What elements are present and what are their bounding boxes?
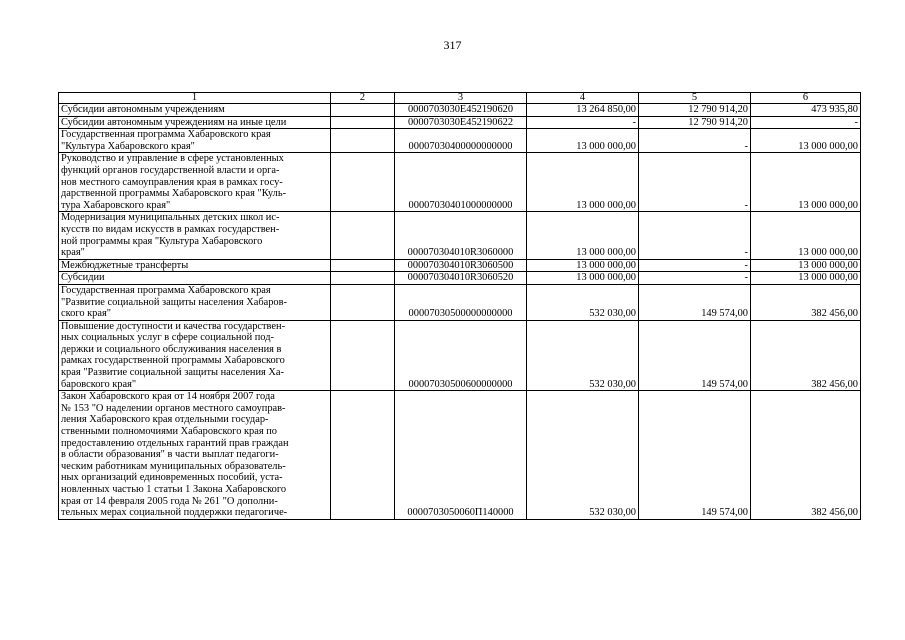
code-cell: 0000703030E452190622 [395,116,527,129]
row-name-cell [59,272,331,285]
amount-col5-cell: 149 574,00 [639,391,751,520]
row-name-cell [59,284,331,320]
table-row [59,153,861,212]
row-name-line: кусств по видам искусств в рамках государствен- [61,223,280,235]
table-row [59,284,861,320]
row-name-line: Межбюджетные трансферты [61,259,189,271]
amount-col6-cell: 13 000 000,00 [751,129,861,153]
row-name-cell [59,212,331,259]
row-name-cell [59,104,331,117]
row-name-line: держки и социального обслуживания населения в [61,343,282,355]
amount-col4-cell: 13 000 000,00 [527,259,639,272]
row-name-line: ной программы края "Культура Хабаровского [61,235,263,247]
column-2-cell [331,153,395,212]
amount-col6-cell: 382 456,00 [751,320,861,391]
row-name-line: края" [61,247,85,259]
amount-col4-cell: 13 000 000,00 [527,272,639,285]
amount-col4-cell: 532 030,00 [527,284,639,320]
amount-col5-cell: - [639,129,751,153]
column-header: 1 [59,93,331,104]
amount-col5-cell: - [639,212,751,259]
column-2-cell [331,104,395,117]
column-2-cell [331,129,395,153]
amount-col5-cell: - [639,153,751,212]
row-name-line: ных организаций единовременных пособий, уста- [61,472,283,484]
column-header: 6 [751,93,861,104]
table-row [59,116,861,129]
table-row [59,391,861,520]
row-name-line: новленных частью 1 статьи 1 Закона Хабаровского [61,484,287,495]
row-name-line: тура Хабаровского края" [61,199,171,211]
row-name-cell [59,320,331,391]
table-row [59,259,861,272]
amount-col5-cell: 149 574,00 [639,284,751,320]
row-name-line: Субсидии [61,272,105,284]
code-cell: 00007030500000000000 [395,284,527,320]
row-name-line: ского края" [61,308,111,320]
column-2-cell [331,259,395,272]
code-cell: 000070304010R3060000 [395,212,527,259]
amount-col6-cell: 13 000 000,00 [751,212,861,259]
column-header: 3 [395,93,527,104]
column-header: 2 [331,93,395,104]
amount-col6-cell: 13 000 000,00 [751,153,861,212]
code-cell: 00007030500600000000 [395,320,527,391]
row-name-line: № 153 "О наделении органов местного самоуправ- [61,402,286,414]
row-name-cell [59,391,331,520]
table-row [59,129,861,153]
row-name-line: ления Хабаровского края отдельными государ- [61,414,269,426]
column-2-cell [331,272,395,285]
row-name-line: Субсидии автономным учреждениям на иные цели [61,116,287,128]
column-header: 5 [639,93,751,104]
column-2-cell [331,116,395,129]
amount-col6-cell: - [751,116,861,129]
row-name-line: дарственной программы Хабаровского края "Куль- [61,188,287,200]
table-row [59,272,861,285]
row-name-line: ческим работникам муниципальных образователь- [61,460,286,472]
page-number: 317 [443,38,462,52]
amount-col4-cell: 532 030,00 [527,320,639,391]
table-row [59,104,861,117]
row-name-line: Государственная программа Хабаровского края [61,284,271,296]
code-cell: 0000703030E452190620 [395,104,527,117]
row-name-line: Повышение доступности и качества государствен- [61,320,286,332]
code-cell: 000070304010R3060500 [395,259,527,272]
table-body [59,93,861,520]
row-name-line: края "Развитие социальной защиты населения Ха- [61,367,285,379]
row-name-line: Государственная программа Хабаровского края [61,129,271,141]
row-name-cell [59,259,331,272]
column-2-cell [331,212,395,259]
row-name-cell [59,116,331,129]
amount-col5-cell: 149 574,00 [639,320,751,391]
amount-col4-cell: 532 030,00 [527,391,639,520]
row-name-line: баровского края" [61,378,137,390]
row-name-line: тельных мерах социальной поддержки педагогиче- [61,507,288,519]
row-name-line: Субсидии автономным учреждениям [61,104,225,115]
amount-col6-cell: 382 456,00 [751,284,861,320]
row-name-line: в области образования" в части выплат педагоги- [61,449,279,461]
row-name-line: "Развитие социальной защиты населения Хабаров- [61,296,287,308]
amount-col5-cell: 12 790 914,20 [639,104,751,117]
row-name-line: края от 14 февраля 2005 года № 261 "О дополни- [61,495,278,507]
row-name-line: ственными полномочиями Хабаровского края по [61,426,277,438]
code-cell: 00007030400000000000 [395,129,527,153]
table-row [59,320,861,391]
table-row [59,212,861,259]
row-name-cell [59,129,331,153]
row-name-line: Модернизация муниципальных детских школ ис- [61,212,280,224]
code-cell: 0000703050060П140000 [395,391,527,520]
amount-col6-cell: 473 935,80 [751,104,861,117]
row-name-cell [59,153,331,212]
amount-col5-cell: - [639,272,751,285]
amount-col6-cell: 382 456,00 [751,391,861,520]
row-name-line: предоставлению отдельных гарантий прав граждан [61,437,289,449]
row-name-line: рамках государственной программы Хабаровского [61,355,285,367]
amount-col5-cell: - [639,259,751,272]
column-2-cell [331,320,395,391]
code-cell: 000070304010R3060520 [395,272,527,285]
budget-table [58,92,861,520]
amount-col4-cell: 13 000 000,00 [527,129,639,153]
code-cell: 00007030401000000000 [395,153,527,212]
row-name-line: нов местного самоуправления края в рамках госу- [61,176,283,188]
amount-col4-cell: 13 000 000,00 [527,153,639,212]
row-name-line: "Культура Хабаровского края" [61,140,195,152]
amount-col4-cell: - [527,116,639,129]
column-2-cell [331,284,395,320]
table-header-row [59,93,861,104]
column-2-cell [331,391,395,520]
column-header: 4 [527,93,639,104]
row-name-line: Закон Хабаровского края от 14 ноября 2007 года [61,391,275,403]
amount-col5-cell: 12 790 914,20 [639,116,751,129]
row-name-line: Руководство и управление в сфере установленных [61,153,284,165]
row-name-line: ных социальных услуг в сфере социальной под- [61,332,274,344]
amount-col4-cell: 13 264 850,00 [527,104,639,117]
amount-col4-cell: 13 000 000,00 [527,212,639,259]
row-name-line: функций органов государственной власти и орга- [61,164,280,176]
amount-col6-cell: 13 000 000,00 [751,259,861,272]
amount-col6-cell: 13 000 000,00 [751,272,861,285]
